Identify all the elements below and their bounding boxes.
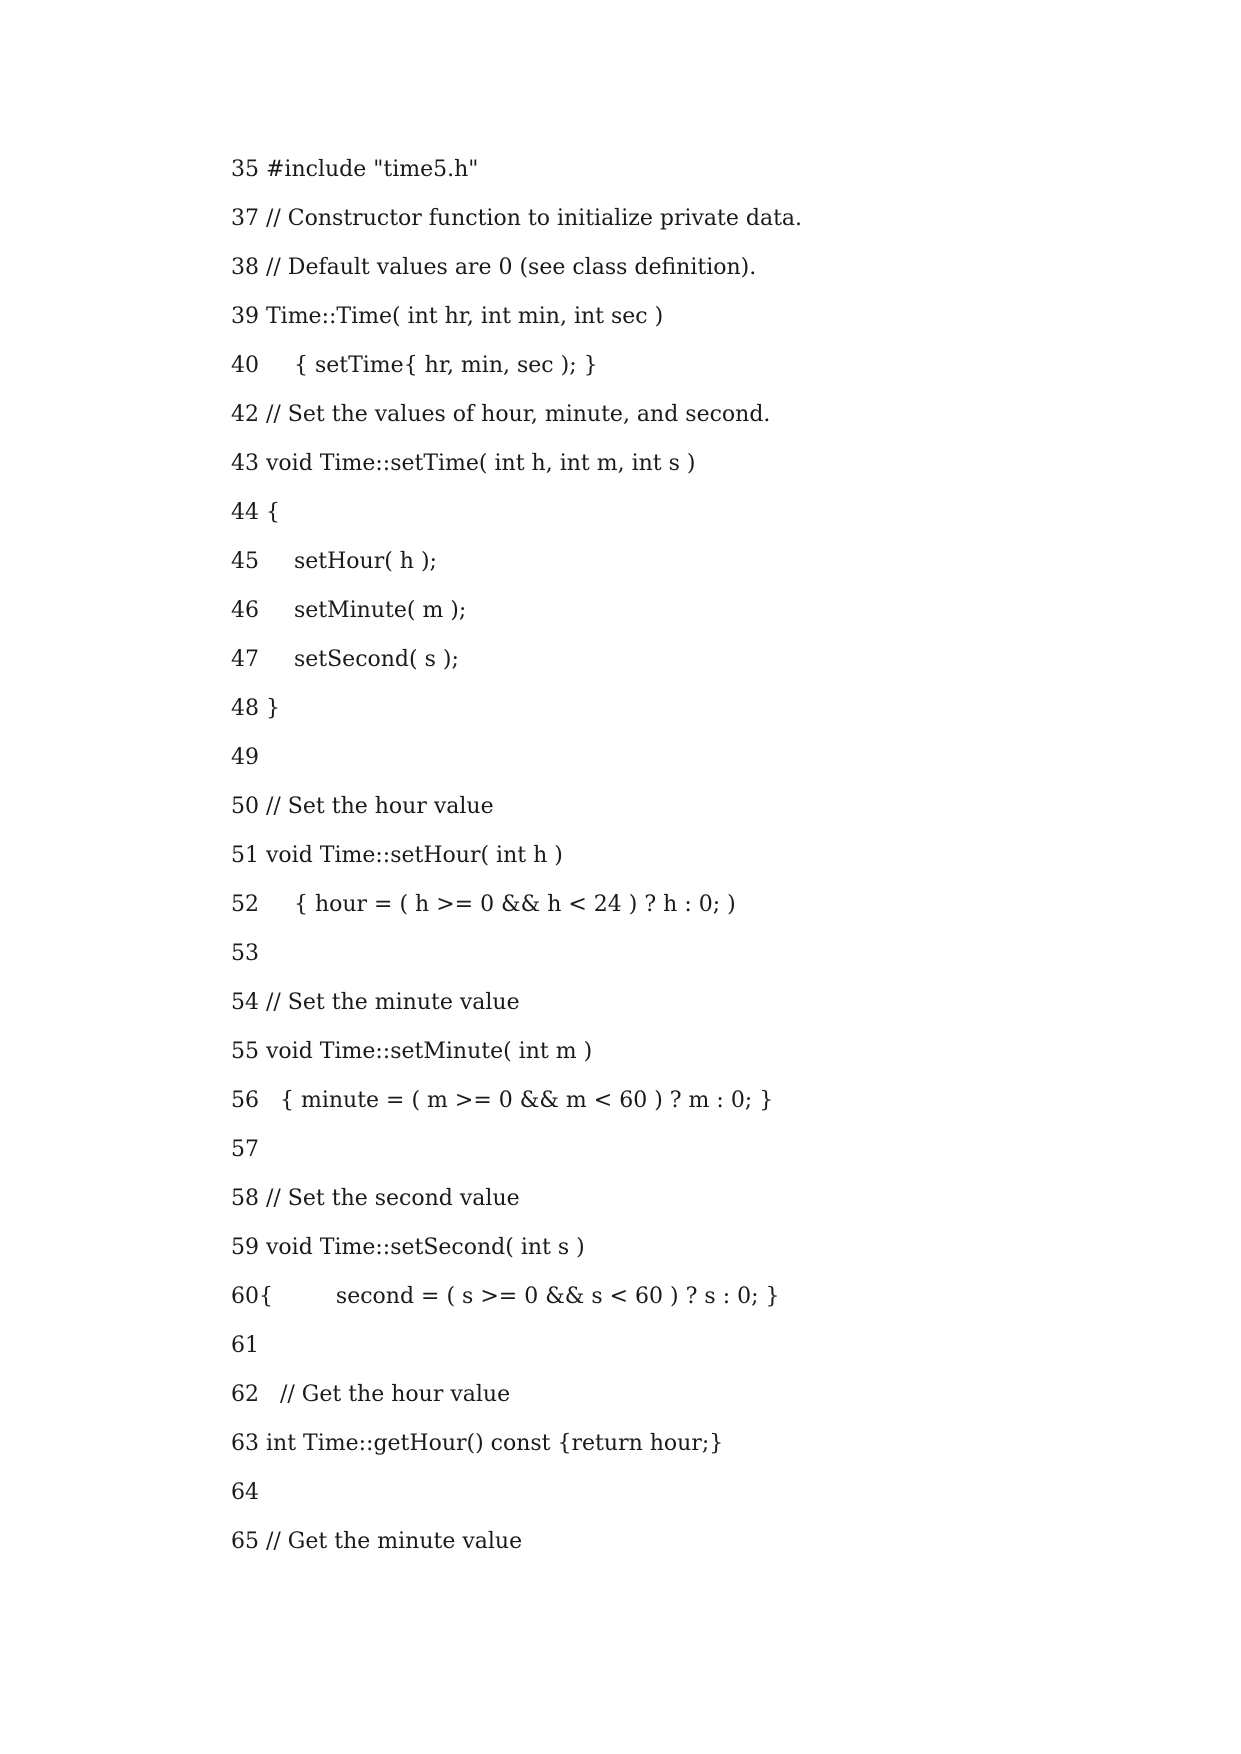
code-line: 46 setMinute( m );	[231, 598, 467, 623]
code-line: 42 // Set the values of hour, minute, and second.	[231, 402, 771, 427]
code-line: 52 { hour = ( h >= 0 && h < 24 ) ? h : 0; )	[231, 892, 736, 917]
code-line: 35 #include "time5.h"	[231, 157, 479, 182]
code-line: 65 // Get the minute value	[231, 1529, 523, 1554]
code-line: 55 void Time::setMinute( int m )	[231, 1039, 593, 1064]
code-line: 50 // Set the hour value	[231, 794, 494, 819]
code-line: 37 // Constructor function to initialize private data.	[231, 206, 803, 231]
code-line: 43 void Time::setTime( int h, int m, int s )	[231, 451, 696, 476]
code-line: 39 Time::Time( int hr, int min, int sec )	[231, 304, 664, 329]
code-listing	[231, 158, 802, 1579]
code-line: 57	[231, 1137, 259, 1162]
code-line: 63 int Time::getHour() const {return hour;}	[231, 1431, 724, 1456]
code-line: 40 { setTime{ hr, min, sec ); }	[231, 353, 598, 378]
code-line: 54 // Set the minute value	[231, 990, 520, 1015]
code-line: 47 setSecond( s );	[231, 647, 459, 672]
code-line: 58 // Set the second value	[231, 1186, 520, 1211]
code-line: 48 }	[231, 696, 280, 721]
code-line: 64	[231, 1480, 259, 1505]
code-line: 45 setHour( h );	[231, 549, 437, 574]
code-line: 61	[231, 1333, 259, 1358]
code-line: 38 // Default values are 0 (see class definition).	[231, 255, 757, 280]
code-line: 62 // Get the hour value	[231, 1382, 511, 1407]
code-line: 60{ second = ( s >= 0 && s < 60 ) ? s : 0; }	[231, 1284, 780, 1309]
code-line: 51 void Time::setHour( int h )	[231, 843, 563, 868]
code-line: 44 {	[231, 500, 280, 525]
code-line: 59 void Time::setSecond( int s )	[231, 1235, 585, 1260]
code-line: 49	[231, 745, 259, 770]
code-line: 53	[231, 941, 259, 966]
code-line: 56 { minute = ( m >= 0 && m < 60 ) ? m : 0; }	[231, 1088, 774, 1113]
